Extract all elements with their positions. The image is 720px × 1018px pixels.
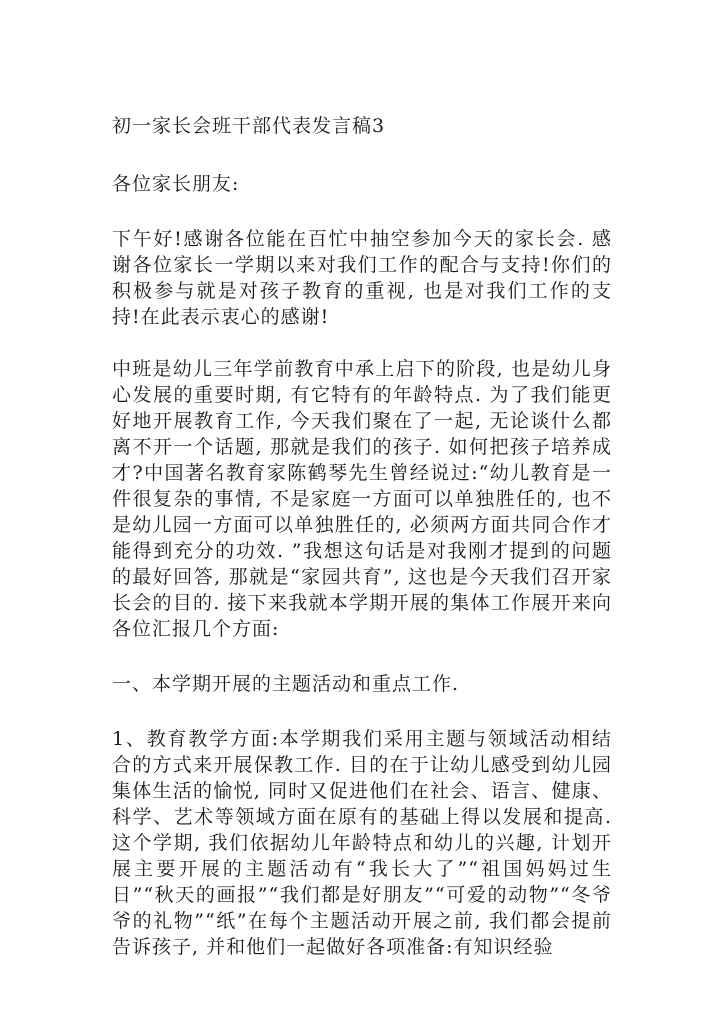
document-body [112,110,612,986]
section-paragraph: 1、教育教学方面:本学期我们采用主题与领域活动相结合的方式来开展保教工作. 目的在于让幼儿感受到幼儿园集体生活的愉悦, 同时又促进他们在社会、语言、健康、科学、艺术等领域方面在原有的基础上得以发展和提高. 这个学期, 我们依据幼儿年龄特点和幼儿的兴趣, 计划开展主要开展的主题活动有“我长大了”“祖国妈妈过生日”“秋天的画报”“我们都是好朋友”“可爱的动物”“冬爷爷的礼物”“纸”在每个主题活动开展之前, 我们都会提前告诉孩子, 并和他们一起做好各项准备:有知识经验 [112,728,612,958]
greeting: 各位家长朋友: [112,173,240,195]
paragraph-opening: 下午好!感谢各位能在百忙中抽空参加今天的家长会. 感谢各位家长一学期以来对我们工作的配合与支持!你们的积极参与就是对孩子教育的重视, 也是对我们工作的支持!在此表示衷心的感谢! [112,228,612,328]
document-title: 初一家长会班干部代表发言稿3 [112,115,386,137]
paragraph-purpose: 中班是幼儿三年学前教育中承上启下的阶段, 也是幼儿身心发展的重要时期, 有它特有的年龄特点. 为了我们能更好地开展教育工作, 今天我们聚在了一起, 无论谈什么都离不开一个话题, 那就是我们的孩子. 如何把孩子培养成才?中国著名教育家陈鹤琴先生曾经说过:“幼儿教育是一件很复杂的事情, 不是家庭一方面可以单独胜任的, 也不是幼儿园一方面可以单独胜任的, 必须两方面共同合作才能得到充分的功效. ”我想这句话是对我刚才提到的问题的最好回答, 那就是“家园共育”, 这也是今天我们召开家长会的目的. 接下来我就本学期开展的集体工作展开来向各位汇报几个方面: [112,358,612,640]
section-heading: 一、本学期开展的主题活动和重点工作. [112,673,460,695]
